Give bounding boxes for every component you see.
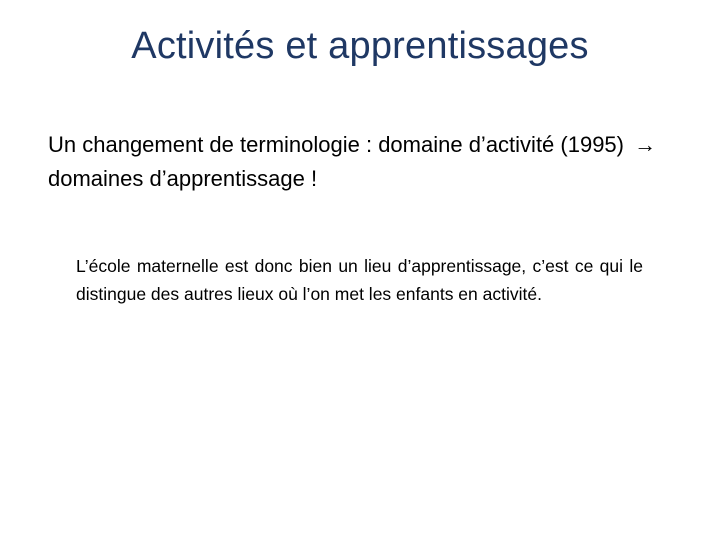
lead-statement [48,128,688,196]
body-paragraph: L’école maternelle est donc bien un lieu d’apprentissage, c’est ce qui le distingue des autres lieux où l’on met les enfants en activité. [76,256,643,304]
lead-text-end: domaines d’apprentissage ! [48,166,318,191]
slide-title: Activités et apprentissages [131,25,589,67]
right-arrow-icon: → [634,132,657,157]
lead-text-start: Un changement de terminologie : domaine d’activité (1995) [48,132,624,157]
